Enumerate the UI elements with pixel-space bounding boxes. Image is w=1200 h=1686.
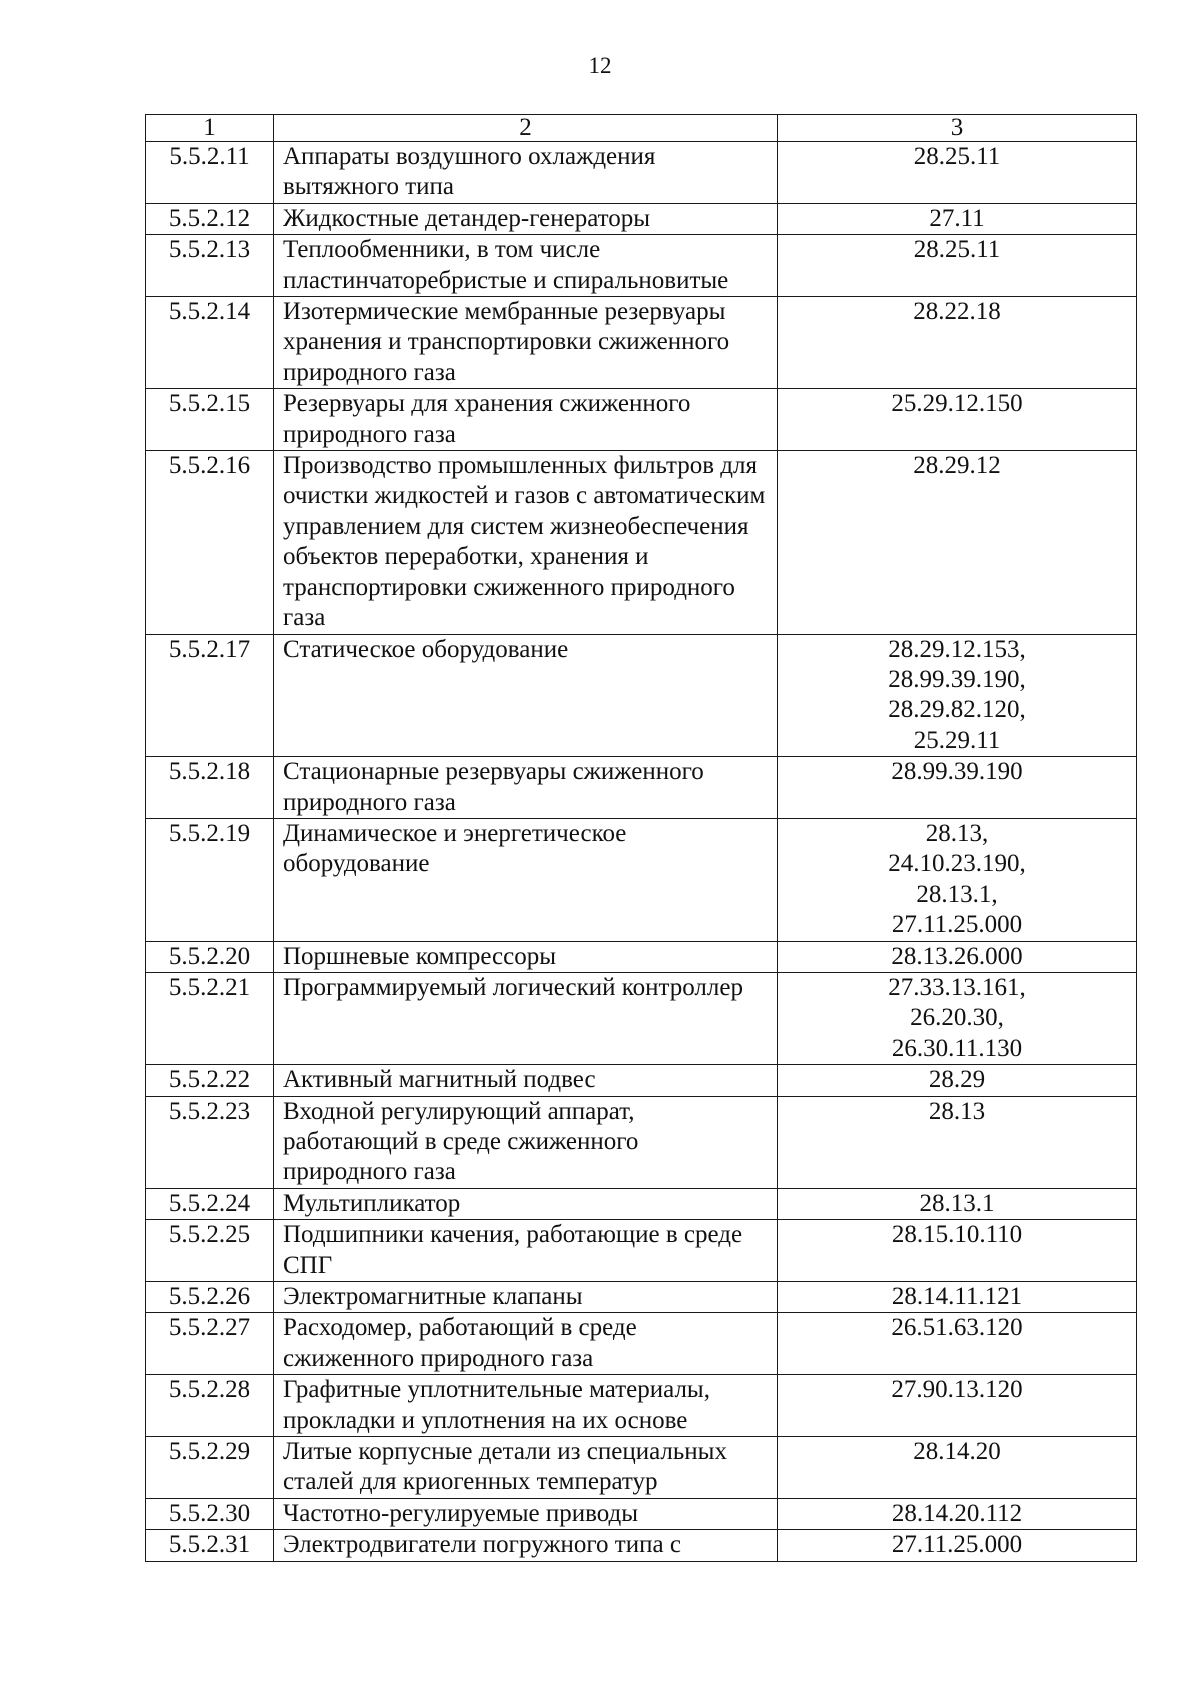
row-number: 5.5.2.22: [146, 1065, 274, 1096]
table-row: [146, 142, 1137, 204]
row-name: Расходомер, работающий в среде сжиженного природного газа: [274, 1313, 778, 1375]
table-row: [146, 1313, 1137, 1375]
row-code: 28.14.11.121: [778, 1282, 1137, 1313]
table-row: [146, 972, 1137, 1064]
row-code-line: 27.11.25.000: [891, 911, 1023, 939]
table-header-row: [146, 115, 1137, 142]
row-code-line: 26.30.11.130: [891, 1034, 1023, 1062]
row-number: 5.5.2.11: [146, 142, 274, 204]
row-code: [778, 634, 1137, 757]
table-row: [146, 818, 1137, 941]
row-code-line: 28.13,: [925, 819, 989, 847]
table-row: [146, 1096, 1137, 1188]
row-name: Частотно-регулируемые приводы: [274, 1498, 778, 1529]
table-row: [146, 297, 1137, 389]
row-name: Жидкостные детандер-генераторы: [274, 203, 778, 234]
row-code: 28.13.1: [778, 1188, 1137, 1219]
row-code-line: 28.99.39.190,: [888, 665, 1026, 693]
column-header-name: 2: [274, 115, 778, 142]
row-number: 5.5.2.23: [146, 1096, 274, 1188]
row-code: [778, 972, 1137, 1064]
row-number: 5.5.2.15: [146, 389, 274, 451]
row-name: Электромагнитные клапаны: [274, 1282, 778, 1313]
row-code-line: 28.29.82.120,: [888, 696, 1026, 724]
row-code: 28.25.11: [778, 235, 1137, 297]
row-number: 5.5.2.13: [146, 235, 274, 297]
row-code: 28.29.12: [778, 451, 1137, 634]
row-name: Резервуары для хранения сжиженного природного газа: [274, 389, 778, 451]
row-code: 28.13.26.000: [778, 941, 1137, 972]
row-name: Стационарные резервуары сжиженного природного газа: [274, 757, 778, 819]
row-code-line: 28.13.1,: [916, 880, 998, 908]
row-name: Графитные уплотнительные материалы, прокладки и уплотнения на их основе: [274, 1375, 778, 1437]
row-code: 28.99.39.190: [778, 757, 1137, 819]
row-number: 5.5.2.25: [146, 1220, 274, 1282]
table-body: [146, 142, 1137, 1562]
row-number: 5.5.2.24: [146, 1188, 274, 1219]
row-name: Программируемый логический контроллер: [274, 972, 778, 1064]
row-number: 5.5.2.30: [146, 1498, 274, 1529]
row-name: Производство промышленных фильтров для очистки жидкостей и газов с автоматическим управлением для систем жизнеобеспечения объектов переработки, хранения и транспортировки сжиженного природного газа: [274, 451, 778, 634]
row-number: 5.5.2.26: [146, 1282, 274, 1313]
column-header-number: 1: [146, 115, 274, 142]
row-name: Изотермические мембранные резервуары хранения и транспортировки сжиженного природного газа: [274, 297, 778, 389]
row-code: 28.25.11: [778, 142, 1137, 204]
row-code: 27.11: [778, 203, 1137, 234]
row-number: 5.5.2.28: [146, 1375, 274, 1437]
row-name: Электродвигатели погружного типа с: [274, 1530, 778, 1561]
row-number: 5.5.2.18: [146, 757, 274, 819]
row-name: Статическое оборудование: [274, 634, 778, 757]
row-code-line: 25.29.11: [913, 726, 1001, 754]
row-name: Теплообменники, в том числе пластинчаторебристые и спиральновитые: [274, 235, 778, 297]
row-name: Литые корпусные детали из специальных сталей для криогенных температур: [274, 1437, 778, 1499]
row-name: Входной регулирующий аппарат, работающий в среде сжиженного природного газа: [274, 1096, 778, 1188]
row-code-line: 26.20.30,: [910, 1004, 1004, 1032]
equipment-table: [145, 114, 1137, 1562]
column-header-code: 3: [778, 115, 1137, 142]
table-row: [146, 389, 1137, 451]
table-row: [146, 1220, 1137, 1282]
row-number: 5.5.2.27: [146, 1313, 274, 1375]
row-code: [778, 818, 1137, 941]
row-code: 27.11.25.000: [778, 1530, 1137, 1561]
table-row: [146, 757, 1137, 819]
table-row: [146, 235, 1137, 297]
table-row: [146, 1282, 1137, 1313]
row-number: 5.5.2.19: [146, 818, 274, 941]
row-code: 25.29.12.150: [778, 389, 1137, 451]
row-number: 5.5.2.21: [146, 972, 274, 1064]
row-code: 28.14.20.112: [778, 1498, 1137, 1529]
row-name: Аппараты воздушного охлаждения вытяжного типа: [274, 142, 778, 204]
row-number: 5.5.2.16: [146, 451, 274, 634]
row-number: 5.5.2.17: [146, 634, 274, 757]
row-code: 28.14.20: [778, 1437, 1137, 1499]
row-code: 28.13: [778, 1096, 1137, 1188]
table-row: [146, 1530, 1137, 1561]
row-number: 5.5.2.12: [146, 203, 274, 234]
table-row: [146, 1498, 1137, 1529]
row-code: 27.90.13.120: [778, 1375, 1137, 1437]
row-code: 28.22.18: [778, 297, 1137, 389]
page-number: 12: [588, 53, 612, 78]
row-name: Поршневые компрессоры: [274, 941, 778, 972]
row-code-line: 27.33.13.161,: [888, 973, 1026, 1001]
table-row: [146, 1437, 1137, 1499]
row-number: 5.5.2.29: [146, 1437, 274, 1499]
row-number: 5.5.2.20: [146, 941, 274, 972]
row-name: Активный магнитный подвес: [274, 1065, 778, 1096]
row-code: 26.51.63.120: [778, 1313, 1137, 1375]
row-number: 5.5.2.14: [146, 297, 274, 389]
table-row: [146, 941, 1137, 972]
table-row: [146, 1065, 1137, 1096]
row-name: Мультипликатор: [274, 1188, 778, 1219]
table-row: [146, 451, 1137, 634]
row-name: Динамическое и энергетическое оборудование: [274, 818, 778, 941]
table-row: [146, 1188, 1137, 1219]
row-number: 5.5.2.31: [146, 1530, 274, 1561]
row-code: 28.15.10.110: [778, 1220, 1137, 1282]
row-code: 28.29: [778, 1065, 1137, 1096]
row-name: Подшипники качения, работающие в среде СПГ: [274, 1220, 778, 1282]
table-row: [146, 1375, 1137, 1437]
table-row: [146, 203, 1137, 234]
row-code-line: 24.10.23.190,: [888, 850, 1026, 878]
table-row: [146, 634, 1137, 757]
row-code-line: 28.29.12.153,: [888, 635, 1026, 663]
